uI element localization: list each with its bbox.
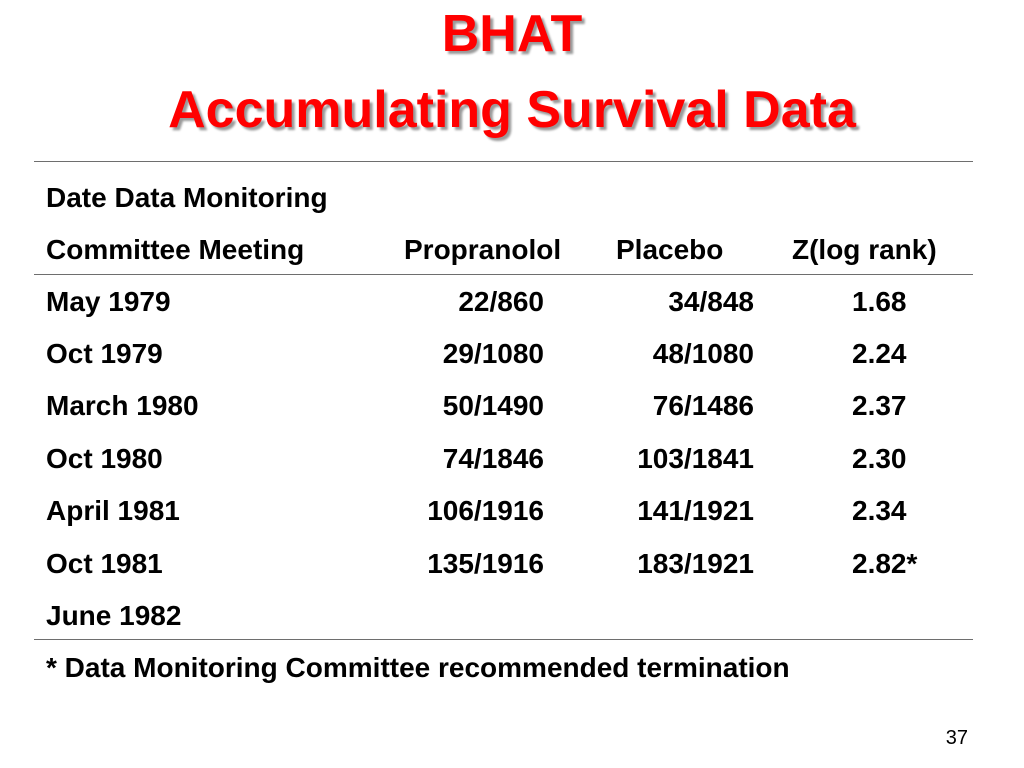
row-propranolol: 74/1846	[442, 443, 544, 474]
row-propranolol: 50/1490	[442, 390, 544, 421]
row-z: 2.34	[852, 495, 907, 526]
header-placebo: Placebo	[616, 234, 724, 265]
slide-title-line-2: Accumulating Survival Data	[168, 81, 856, 139]
row-propranolol: 106/1916	[427, 495, 544, 526]
table-top-rule	[34, 161, 973, 162]
table-bottom-rule	[34, 639, 973, 640]
row-date: March 1980	[46, 390, 199, 421]
page-number: 37	[945, 727, 968, 749]
row-propranolol: 22/860	[458, 286, 544, 317]
header-propranolol: Propranolol	[404, 234, 562, 265]
row-z: 2.82*	[852, 548, 918, 579]
table-footnote: * Data Monitoring Committee recommended termination	[46, 652, 790, 683]
row-z: 2.24	[852, 338, 907, 369]
row-z: 2.30	[852, 443, 907, 474]
row-date: Oct 1981	[46, 548, 163, 579]
header-date-line-1: Date Data Monitoring	[46, 182, 328, 213]
row-z: 1.68	[852, 286, 907, 317]
slide-title-line-1: BHAT	[441, 5, 583, 63]
row-z: 2.37	[852, 390, 907, 421]
row-date: April 1981	[46, 495, 180, 526]
row-placebo: 103/1841	[637, 443, 754, 474]
row-date: Oct 1979	[46, 338, 163, 369]
row-placebo: 76/1486	[652, 390, 754, 421]
row-propranolol: 135/1916	[427, 548, 544, 579]
header-bottom-rule	[34, 274, 973, 275]
row-date: June 1982	[46, 600, 182, 631]
row-placebo: 141/1921	[637, 495, 754, 526]
row-date: May 1979	[46, 286, 171, 317]
header-date-line-2: Committee Meeting	[46, 234, 305, 265]
header-z-log-rank: Z(log rank)	[792, 234, 937, 265]
row-propranolol: 29/1080	[442, 338, 544, 369]
row-placebo: 183/1921	[637, 548, 754, 579]
row-date: Oct 1980	[46, 443, 163, 474]
row-placebo: 34/848	[668, 286, 754, 317]
row-placebo: 48/1080	[652, 338, 754, 369]
